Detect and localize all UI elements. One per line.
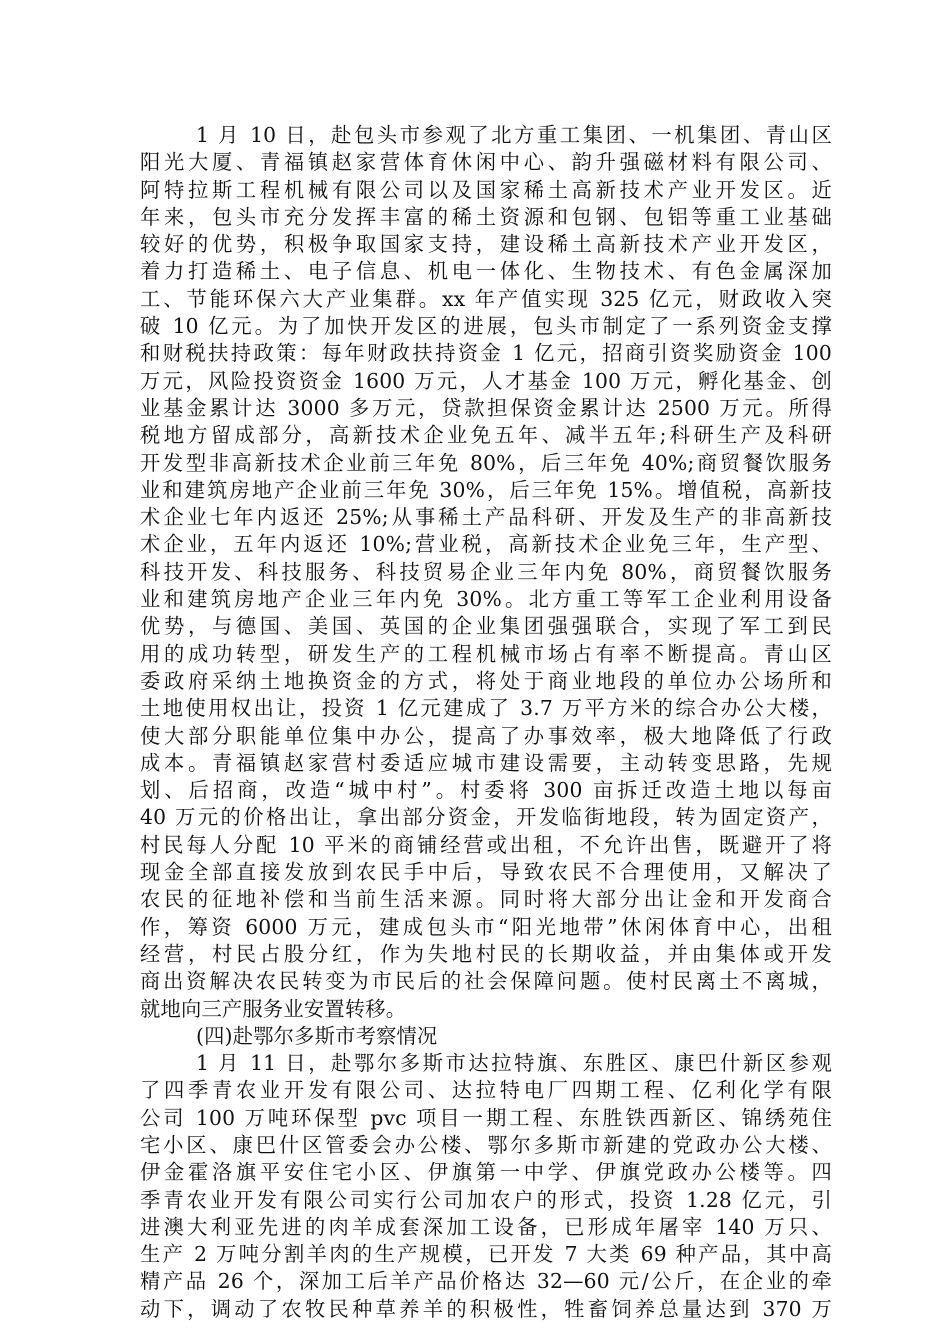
text-line: 委政府采纳土地换资金的方式，将处于商业地段的单位办公场所和 [140,668,832,693]
text-line: 村民每人分配 10 平米的商铺经营或出租，不允许出售，既避开了将 [140,832,832,857]
text-line: 划、后招商，改造“城中村”。村委将 300 亩拆迁改造土地以每亩 [140,778,832,803]
text-line: 生产 2 万吨分割羊肉的生产规模，已开发 7 大类 69 种产品，其中高 [140,1242,832,1267]
text-line: 现金全部直接发放到农民手中后，导致农民不合理使用，又解决了 [140,860,832,885]
text-line: 动下，调动了农牧民种草养羊的积极性，牲畜饲养总量达到 370 万 [140,1296,832,1321]
text-line: 业和建筑房地产企业三年内免 30%。北方重工等军工企业利用设备 [140,587,832,612]
text-line: 阿特拉斯工程机械有限公司以及国家稀土高新技术产业开发区。近 [140,177,832,202]
text-line: 进澳大利亚先进的肉羊成套深加工设备，已形成年屠宰 140 万只、 [140,1214,832,1239]
text-line: 40 万元的价格出让，拿出部分资金，开发临街地段，转为固定资产， [140,805,832,830]
text-line: 和财税扶持政策：每年财政扶持资金 1 亿元，招商引资奖励资金 100 [140,341,832,366]
text-line: 阳光大厦、青福镇赵家营体育休闲中心、韵升强磁材料有限公司、 [140,150,832,175]
text-line: 优势，与德国、美国、英国的企业集团强强联合，实现了军工到民 [140,614,832,639]
text-line: 土地使用权出让，投资 1 亿元建成了 3.7 万平方米的综合办公大楼， [140,696,832,721]
text-line: 伊金霍洛旗平安住宅小区、伊旗第一中学、伊旗党政办公楼等。四 [140,1160,832,1185]
text-line: 了四季青农业开发有限公司、达拉特电厂四期工程、亿利化学有限 [140,1078,832,1103]
text-line: 季青农业开发有限公司实行公司加农户的形式，投资 1.28 亿元，引 [140,1187,832,1212]
text-line: 用的成功转型，研发生产的工程机械市场占有率不断提高。青山区 [140,641,832,666]
text-line: 业基金累计达 3000 多万元，贷款担保资金累计达 2500 万元。所得 [140,395,832,420]
text-line: 成本。青福镇赵家营村委适应城市建设需要，主动转变思路，先规 [140,750,832,775]
text-line: 1 月 11 日，赴鄂尔多斯市达拉特旗、东胜区、康巴什新区参观 [196,1051,832,1076]
text-line: 税地方留成部分，高新技术企业免五年、减半五年;科研生产及科研 [140,423,832,448]
text-line: 万元，风险投资资金 1600 万元，人才基金 100 万元，孵化基金、创 [140,368,832,393]
text-line: 商出资解决农民转变为市民后的社会保障问题。使村民离土不离城， [140,969,832,994]
text-line: 术企业七年内返还 25%;从事稀土产品科研、开发及生产的非高新技 [140,505,832,530]
text-line: 开发型非高新技术企业前三年免 80%，后三年免 40%;商贸餐饮服务 [140,450,832,475]
paragraph-ordos [140,1050,832,1323]
text-line: 经营，村民占股分红，作为失地村民的长期收益，并由集体或开发 [140,941,832,966]
text-line: 使大部分职能单位集中办公，提高了办事效率，极大地降低了行政 [140,723,832,748]
text-line: 科技开发、科技服务、科技贸易企业三年内免 80%，商贸餐饮服务 [140,559,832,584]
text-line: 精产品 26 个，深加工后羊产品价格达 32—60 元/公斤，在企业的牵 [140,1269,832,1294]
text-line: 就地向三产服务业安置转移。 [140,996,407,1021]
text-line: 业和建筑房地产企业前三年免 30%，后三年免 15%。增值税，高新技 [140,477,832,502]
text-line: 破 10 亿元。为了加快开发区的进展，包头市制定了一系列资金支撑 [140,314,832,339]
text-line: 工、节能环保六大产业集群。xx 年产值实现 325 亿元，财政收入突 [140,286,832,311]
text-line: 较好的优势，积极争取国家支持，建设稀土高新技术产业开发区， [140,232,832,257]
text-line: 年来，包头市充分发挥丰富的稀土资源和包钢、包铝等重工业基础 [140,204,832,229]
text-line: 公司 100 万吨环保型 pvc 项目一期工程、东胜铁西新区、锦绣苑住 [140,1105,832,1130]
text-line: 作，筹资 6000 万元，建成包头市“阳光地带”休闲体育中心，出租 [140,914,832,939]
document-body [140,122,832,1323]
text-line: 1 月 10 日，赴包头市参观了北方重工集团、一机集团、青山区 [196,123,832,147]
section-heading: (四)赴鄂尔多斯市考察情况 [196,1023,438,1048]
text-line: 着力打造稀土、电子信息、机电一体化、生物技术、有色金属深加 [140,259,832,284]
text-line: 农民的征地补偿和当前生活来源。同时将大部分出让金和开发商合 [140,887,832,912]
text-line: 术企业，五年内返还 10%;营业税，高新技术企业免三年，生产型、 [140,532,832,557]
paragraph-baotou [140,122,832,1023]
text-line: 宅小区、康巴什区管委会办公楼、鄂尔多斯市新建的党政办公大楼、 [140,1132,832,1157]
